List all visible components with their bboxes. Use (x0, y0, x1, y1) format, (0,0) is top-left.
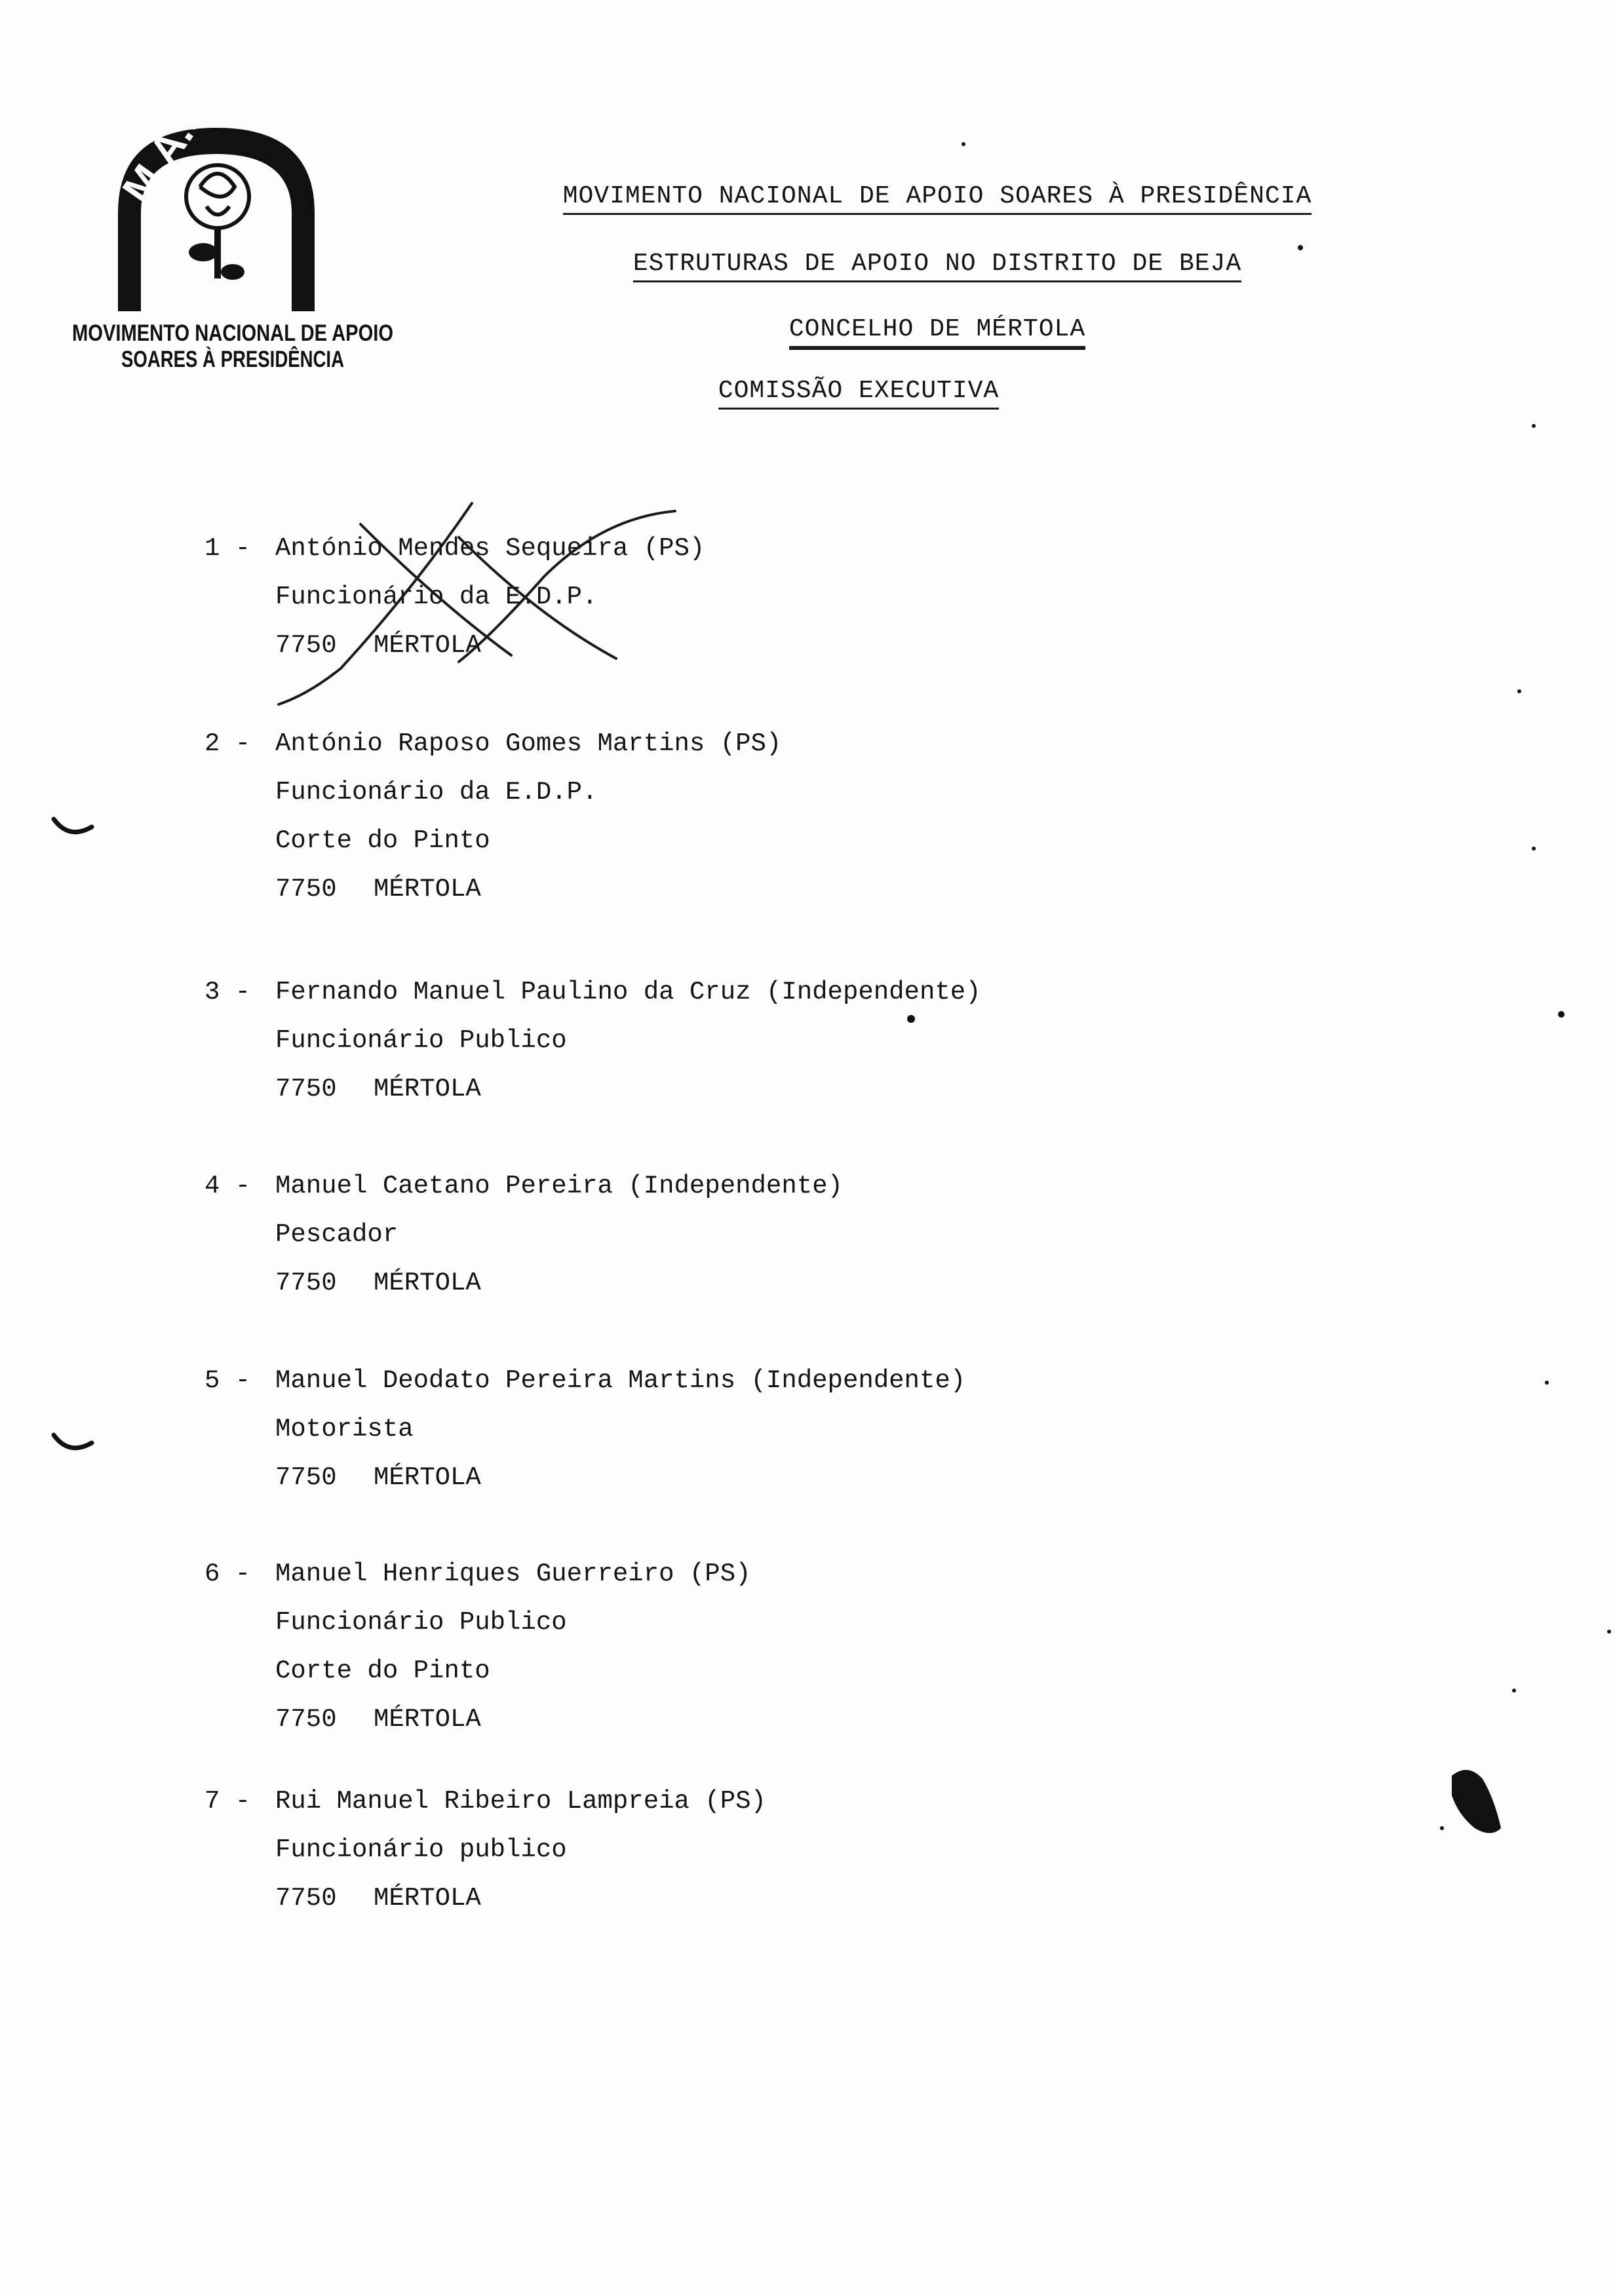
masp-logo (66, 51, 404, 377)
member-occupation: Funcionário Publico (275, 1026, 567, 1055)
member-number: 5 - (204, 1366, 251, 1395)
logo-caption-line2: SOARES À PRESIDÊNCIA (121, 347, 404, 372)
header-municipality: CONCELHO DE MÉRTOLA (511, 315, 1363, 350)
member-occupation: Funcionário Publico (275, 1608, 567, 1637)
member-name: António Mendes Sequeira (PS) (275, 534, 705, 563)
header-district-structures: ESTRUTURAS DE APOIO NO DISTRITO DE BEJA (511, 250, 1363, 282)
member-entry-4 (204, 1162, 843, 1307)
member-number: 4 - (204, 1172, 251, 1200)
member-name: Fernando Manuel Paulino da Cruz (Independente) (275, 978, 981, 1006)
member-number: 6 - (204, 1559, 251, 1588)
logo-acronym: M.A.S.P. (113, 51, 245, 212)
member-occupation: Funcionário da E.D.P. (275, 583, 598, 611)
member-entry-7 (204, 1777, 766, 1923)
member-postal-code: 7750 (275, 1463, 337, 1492)
member-occupation: Pescador (275, 1220, 399, 1249)
member-town: MÉRTOLA (374, 631, 481, 660)
member-occupation: Funcionário publico (275, 1835, 567, 1864)
member-number: 1 - (204, 534, 251, 563)
member-town: MÉRTOLA (374, 875, 481, 904)
member-number: 3 - (204, 978, 251, 1006)
member-postal-code: 7750 (275, 1705, 337, 1734)
punch-hole-mark-lower (54, 1435, 92, 1448)
member-name: António Raposo Gomes Martins (PS) (275, 729, 782, 758)
member-postal-code: 7750 (275, 1884, 337, 1913)
punch-hole-mark-upper (54, 819, 92, 832)
member-name: Rui Manuel Ribeiro Lampreia (PS) (275, 1787, 766, 1816)
member-occupation: Motorista (275, 1415, 414, 1444)
member-entry-6 (204, 1550, 751, 1744)
member-town: MÉRTOLA (374, 1075, 481, 1103)
member-entry-5 (204, 1356, 965, 1502)
logo-caption-line1: MOVIMENTO NACIONAL DE APOIO (72, 320, 393, 346)
member-locality: Corte do Pinto (275, 826, 490, 855)
member-entry-2 (204, 719, 781, 913)
member-number: 2 - (204, 729, 251, 758)
member-occupation: Funcionário da E.D.P. (275, 778, 598, 807)
arch-flower-emblem-icon (66, 51, 404, 377)
member-town: MÉRTOLA (374, 1705, 481, 1734)
member-postal-code: 7750 (275, 1269, 337, 1297)
member-name: Manuel Deodato Pereira Martins (Independente) (275, 1366, 966, 1395)
member-town: MÉRTOLA (374, 1463, 481, 1492)
member-entry-3 (204, 968, 981, 1113)
member-name: Manuel Caetano Pereira (Independente) (275, 1172, 843, 1200)
member-name: Manuel Henriques Guerreiro (PS) (275, 1559, 751, 1588)
member-locality: Corte do Pinto (275, 1656, 490, 1685)
member-town: MÉRTOLA (374, 1269, 481, 1297)
member-postal-code: 7750 (275, 1075, 337, 1103)
member-entry-1 (204, 524, 705, 670)
ink-blot (1452, 1770, 1501, 1833)
member-postal-code: 7750 (275, 631, 337, 660)
member-town: MÉRTOLA (374, 1884, 481, 1913)
header-executive-committee: COMISSÃO EXECUTIVA (498, 377, 1219, 410)
member-number: 7 - (204, 1787, 251, 1816)
member-postal-code: 7750 (275, 875, 337, 904)
header-movement-title: MOVIMENTO NACIONAL DE APOIO SOARES À PRESIDÊNCIA (511, 182, 1363, 215)
